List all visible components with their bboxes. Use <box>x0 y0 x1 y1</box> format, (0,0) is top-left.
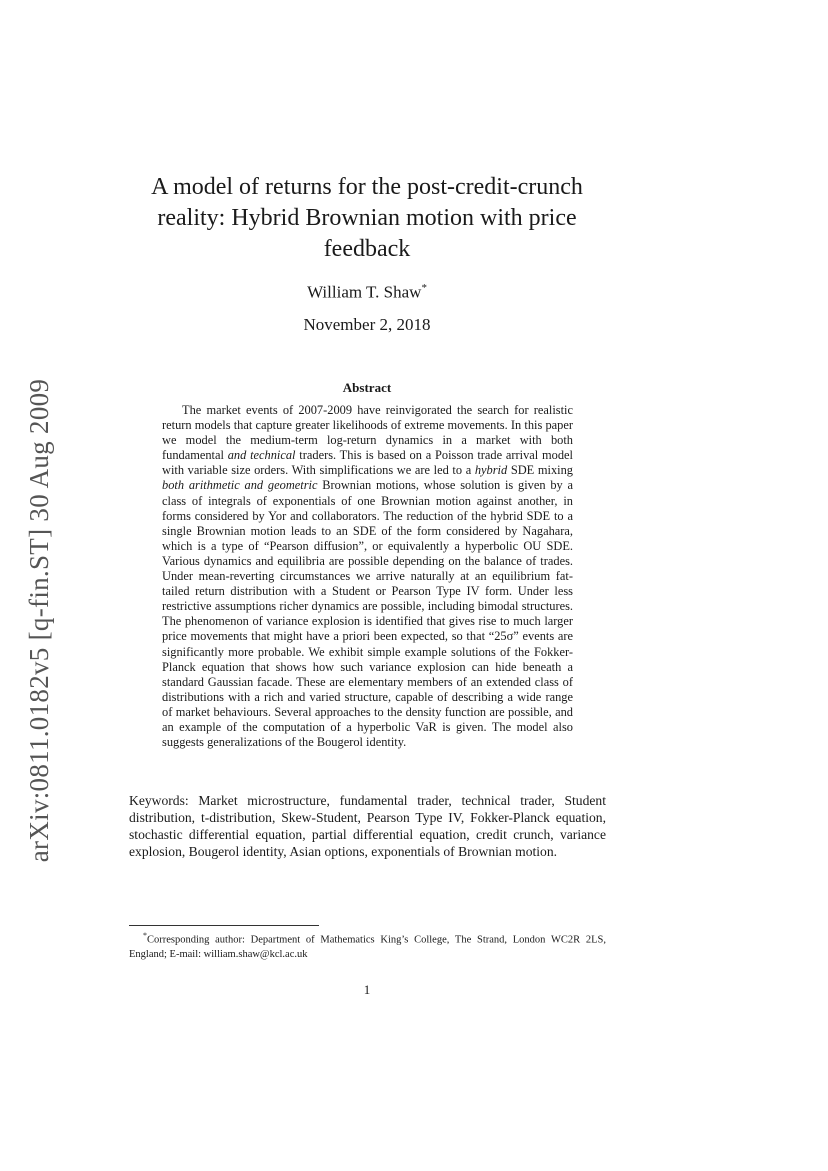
abstract-heading: Abstract <box>342 380 392 395</box>
abstract-body <box>162 403 573 750</box>
abstract-emphasis-3: both arithmetic and geometric <box>162 478 318 493</box>
abstract-text-4: Brownian motions, whose solution is given by a class of integrals of exponentials of one Brownian motion against another, in forms considered by Yor and collaborators. The reduction of the hybrid SDE to a single Brownian motion leads to an SDE of the form considered by Nagahara, which is a type of “Pearson diffusion”, or equivalently a hyperbolic OU SDE. Various dynamics and equilibria are possible depending on the balance of trades. Under mean-reverting circumstances we arrive naturally at an equilibrium fat-tailed return distribution with a Student or Pearson Type IV form. Under less restrictive assumptions richer dynamics are possible, including bimodal structures. The phenomenon of variance explosion is identified that gives rise to much larger price movements that might have a priori been expected, so that “25σ” events are significantly more probable. We exhibit simple example solutions of the Fokker-Planck equation that shows how such variance explosion can hide beneath a standard Gaussian facade. These are elementary members of an extended class of distributions with a rich and varied structure, capable of describing a wide range of market behaviours. Several approaches to the density function are possible, and an example of the computation of a hyperbolic VaR is given. The model also suggests generalizations of the Bougerol identity. <box>162 478 574 750</box>
paper-title: A model of returns for the post-credit-crunch reality: Hybrid Brownian motion with price feedback <box>151 174 583 262</box>
author-line <box>120 282 614 303</box>
abstract-text-2: traders. This is based on a Poisson trade arrival model with variable size orders. With simplifications we are led to a <box>162 448 573 478</box>
footnote <box>129 929 606 962</box>
arxiv-identifier-text: arXiv:0811.0182v5 [q-fin.ST] 30 Aug 2009 <box>24 378 55 862</box>
abstract-text-1: The market events of 2007-2009 have reinvigorated the search for realistic return models that capture greater likelihoods of extreme movements. In this paper we model the medium-term log-return dynamics in a market with both fundamental <box>162 403 573 463</box>
abstract-emphasis-1: and technical <box>227 448 296 463</box>
author-footnote-marker: * <box>421 282 427 294</box>
page-number: 1 <box>363 982 371 997</box>
arxiv-identifier-stamp <box>16 360 64 880</box>
abstract-emphasis-2: hybrid <box>474 463 508 478</box>
footnote-marker: * <box>143 931 147 940</box>
footnote-divider <box>129 925 319 926</box>
abstract-text-3: SDE mixing <box>507 463 573 478</box>
author-name: William T. Shaw <box>307 282 422 302</box>
paper-date: November 2, 2018 <box>303 315 431 334</box>
footnote-text: Corresponding author: Department of Mathematics King’s College, The Strand, London WC2R 2LS, England; E-mail: william.shaw@kcl.ac.uk <box>129 934 606 960</box>
keywords-paragraph: Keywords: Market microstructure, fundamental trader, technical trader, Student distribution, t-distribution, Skew-Student, Pearson Type IV, Fokker-Planck equation, stochastic differential equation, partial differential equation, credit crunch, variance explosion, Bougerol identity, Asian options, exponentials of Brownian motion. <box>129 793 606 859</box>
